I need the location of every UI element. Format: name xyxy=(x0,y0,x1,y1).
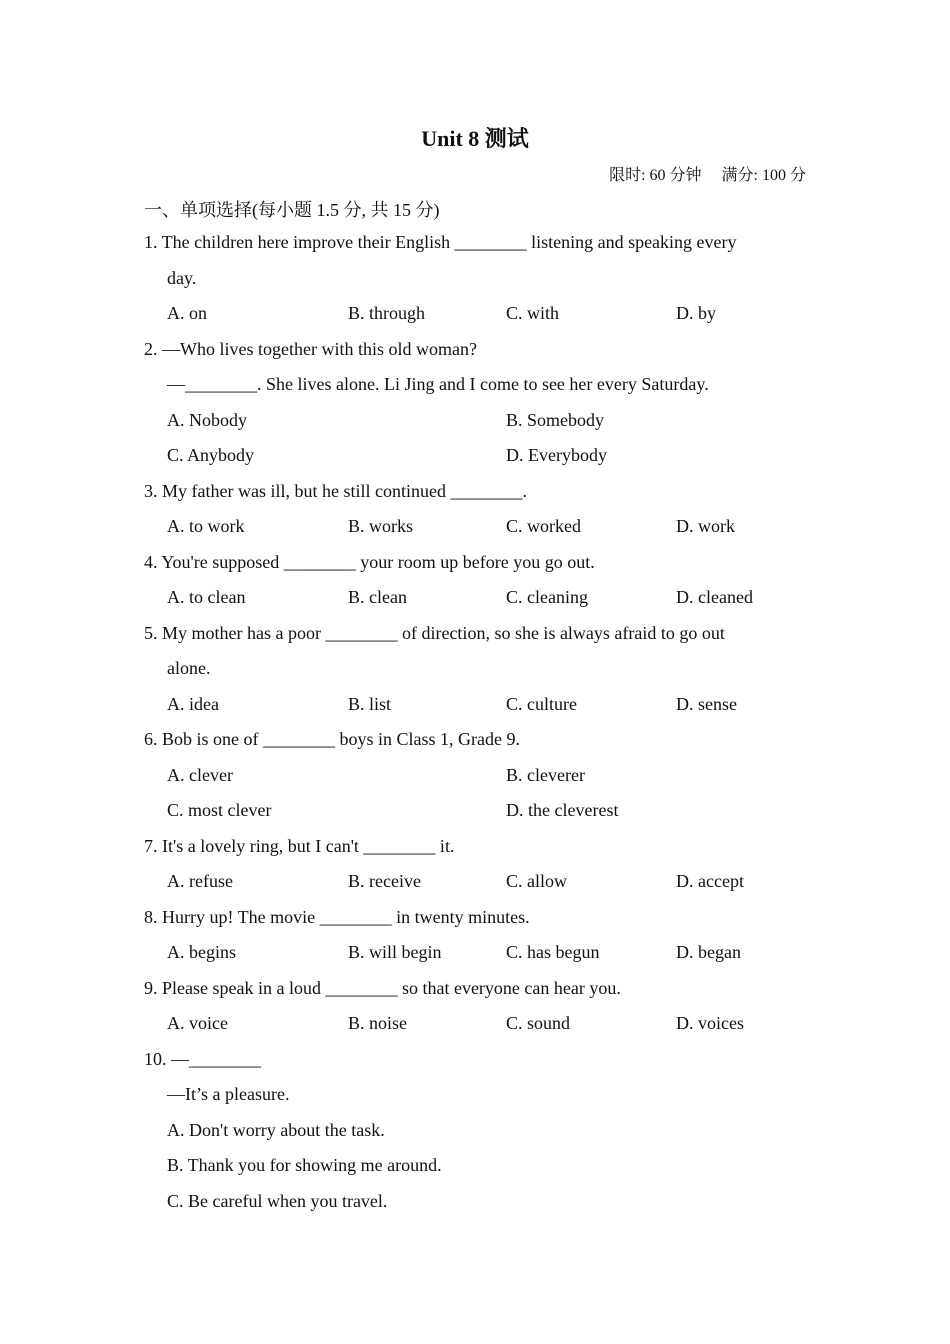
question-10-stem-cont: —It’s a pleasure. xyxy=(167,1084,290,1104)
question-9-option-a[interactable]: A. voice xyxy=(167,1013,228,1033)
question-3-option-d[interactable]: D. work xyxy=(676,516,735,536)
full-score: 满分: 100 分 xyxy=(721,167,806,184)
question-1-stem: 1. The children here improve their English ________ listening and speaking every xyxy=(144,232,737,252)
question-7-option-c[interactable]: C. allow xyxy=(506,871,567,891)
question-8-option-a[interactable]: A. begins xyxy=(167,942,236,962)
question-6-option-c[interactable]: C. most clever xyxy=(167,800,272,820)
question-9-option-c[interactable]: C. sound xyxy=(506,1013,571,1033)
question-6-option-b[interactable]: B. cleverer xyxy=(506,765,585,785)
question-7-option-a[interactable]: A. refuse xyxy=(167,871,233,891)
section-heading: 一、单项选择(每小题 1.5 分, 共 15 分) xyxy=(144,200,440,220)
question-10-option-a[interactable]: A. Don't worry about the task. xyxy=(167,1120,385,1140)
question-2-stem-cont: —________. She lives alone. Li Jing and I come to see her every Saturday. xyxy=(167,374,709,394)
question-10-stem: 10. —________ xyxy=(144,1049,261,1069)
time-limit: 限时: 60 分钟 xyxy=(609,167,702,184)
question-5-option-c[interactable]: C. culture xyxy=(506,694,577,714)
question-2-option-c[interactable]: C. Anybody xyxy=(167,445,255,465)
question-7-stem: 7. It's a lovely ring, but I can't ________ it. xyxy=(144,836,455,856)
question-1-option-a[interactable]: A. on xyxy=(167,303,207,323)
question-3-option-a[interactable]: A. to work xyxy=(167,516,245,536)
question-2-option-d[interactable]: D. Everybody xyxy=(506,445,607,465)
question-8-option-d[interactable]: D. began xyxy=(676,942,741,962)
question-1-stem-cont: day. xyxy=(167,268,197,288)
question-4-option-b[interactable]: B. clean xyxy=(348,587,407,607)
question-7-option-d[interactable]: D. accept xyxy=(676,871,744,891)
question-1-option-d[interactable]: D. by xyxy=(676,303,716,323)
question-6-option-d[interactable]: D. the cleverest xyxy=(506,800,619,820)
question-5-stem-cont: alone. xyxy=(167,658,211,678)
question-6-stem: 6. Bob is one of ________ boys in Class 1, Grade 9. xyxy=(144,729,520,749)
page-title: Unit 8 测试 xyxy=(421,126,529,151)
question-8-option-c[interactable]: C. has begun xyxy=(506,942,600,962)
question-9-stem: 9. Please speak in a loud ________ so that everyone can hear you. xyxy=(144,978,621,998)
question-4-option-a[interactable]: A. to clean xyxy=(167,587,246,607)
question-2-option-b[interactable]: B. Somebody xyxy=(506,410,605,430)
question-5-option-d[interactable]: D. sense xyxy=(676,694,737,714)
question-1-option-b[interactable]: B. through xyxy=(348,303,426,323)
question-6-option-a[interactable]: A. clever xyxy=(167,765,233,785)
question-3-stem: 3. My father was ill, but he still continued ________. xyxy=(144,481,527,501)
question-8-stem: 8. Hurry up! The movie ________ in twenty minutes. xyxy=(144,907,530,927)
question-10-option-c[interactable]: C. Be careful when you travel. xyxy=(167,1191,388,1211)
question-9-option-d[interactable]: D. voices xyxy=(676,1013,744,1033)
question-9-option-b[interactable]: B. noise xyxy=(348,1013,408,1033)
question-4-stem: 4. You're supposed ________ your room up before you go out. xyxy=(144,552,595,572)
question-3-option-c[interactable]: C. worked xyxy=(506,516,581,536)
question-4-option-d[interactable]: D. cleaned xyxy=(676,587,753,607)
question-10-option-b[interactable]: B. Thank you for showing me around. xyxy=(167,1155,442,1175)
question-2-stem: 2. —Who lives together with this old woman? xyxy=(144,339,477,359)
question-1-option-c[interactable]: C. with xyxy=(506,303,560,323)
question-5-option-b[interactable]: B. list xyxy=(348,694,392,714)
question-4-option-c[interactable]: C. cleaning xyxy=(506,587,588,607)
question-5-option-a[interactable]: A. idea xyxy=(167,694,219,714)
question-8-option-b[interactable]: B. will begin xyxy=(348,942,442,962)
question-3-option-b[interactable]: B. works xyxy=(348,516,414,536)
question-5-stem: 5. My mother has a poor ________ of direction, so she is always afraid to go out xyxy=(144,623,725,643)
question-7-option-b[interactable]: B. receive xyxy=(348,871,421,891)
exam-meta xyxy=(609,162,806,185)
question-2-option-a[interactable]: A. Nobody xyxy=(167,410,247,430)
